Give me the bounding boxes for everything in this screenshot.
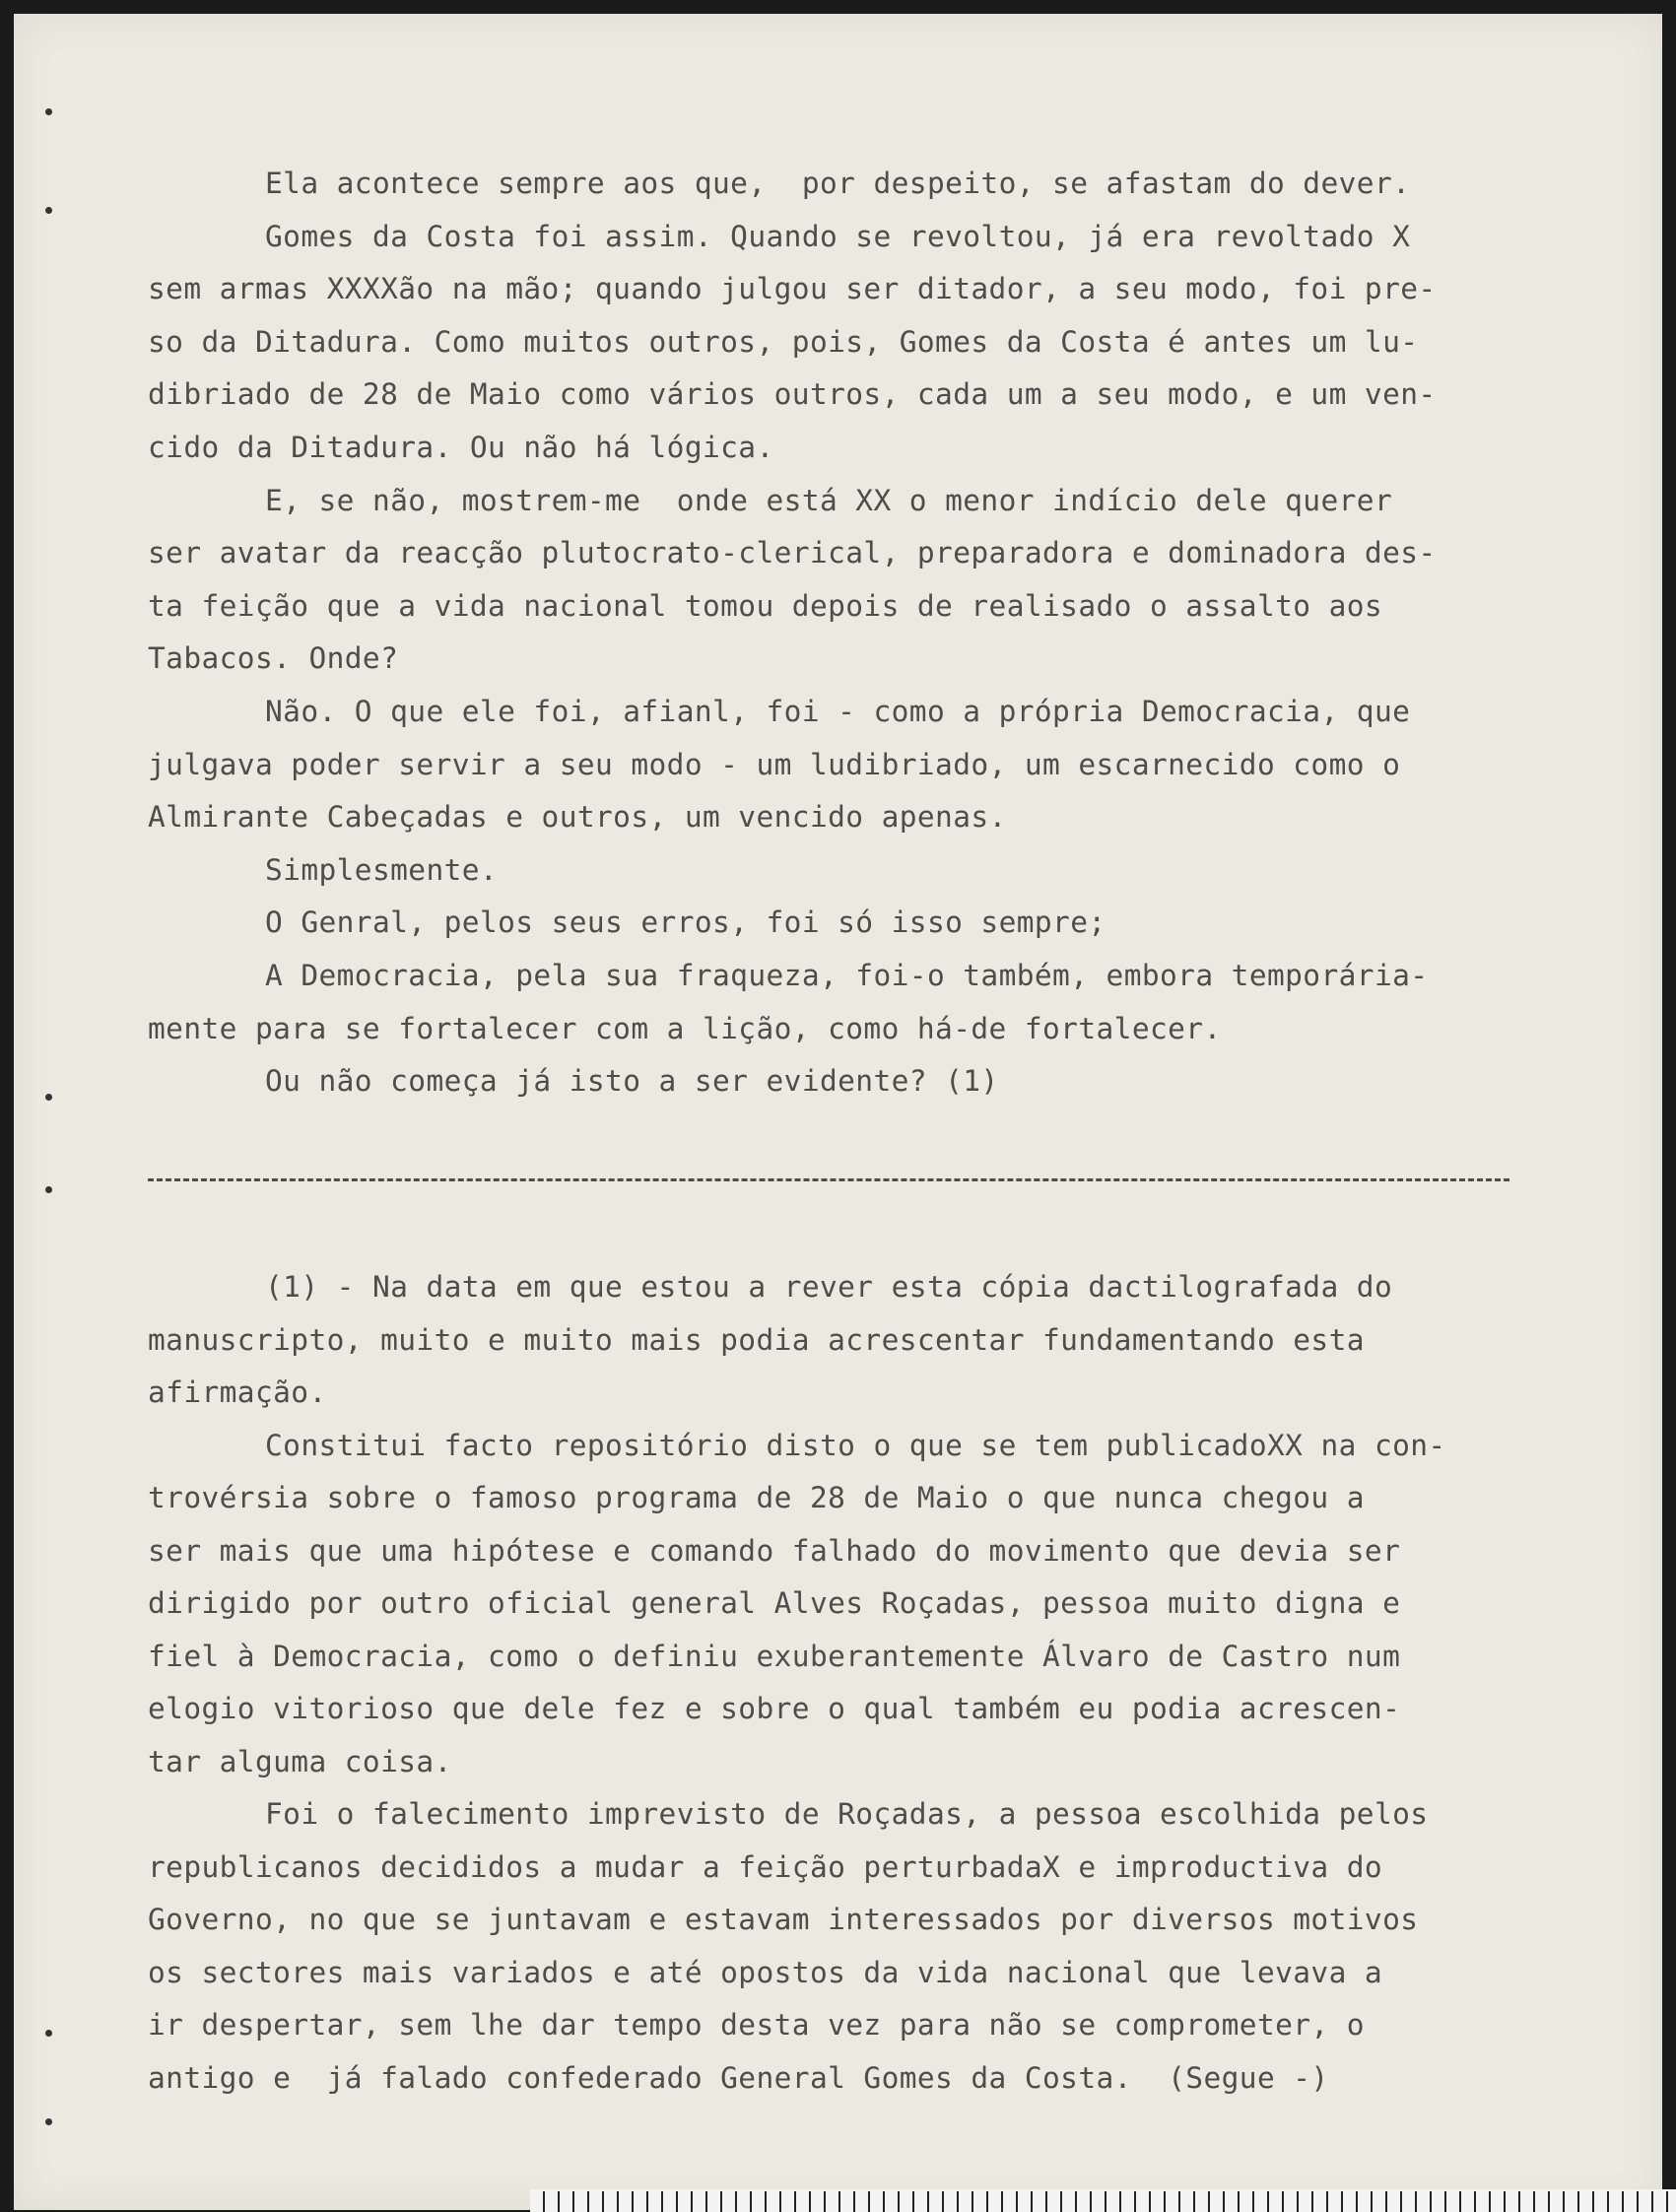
text-line: mente para se fortalecer com a lição, como há-de fortalecer.: [148, 1011, 1222, 1045]
text-line: (1) - Na data em que estou a rever esta cópia dactilografada do: [265, 1270, 1393, 1304]
text-line: A Democracia, pela sua fraqueza, foi-o também, embora temporária-: [265, 958, 1429, 992]
text-line: so da Ditadura. Como muitos outros, pois, Gomes da Costa é antes um lu-: [148, 324, 1419, 359]
text-line: ser avatar da reacção plutocrato-clerical, preparadora e dominadora des-: [148, 536, 1437, 570]
text-line: Governo, no que se juntavam e estavam interessados por diversos motivos: [148, 1903, 1419, 1936]
text-line: sem armas XXXXão na mão; quando julgou ser ditador, a seu modo, foi pre-: [148, 272, 1437, 306]
text-line: E, se não, mostrem-me onde está XX o menor indício dele querer: [265, 483, 1393, 517]
text-line: manuscripto, muito e muito mais podia acrescentar fundamentando esta: [148, 1322, 1365, 1357]
text-line: Foi o falecimento imprevisto de Roçadas, a pessoa escolhida pelos: [265, 1797, 1429, 1831]
text-line: elogio vitorioso que dele fez e sobre o qual também eu podia acrescen-: [148, 1692, 1401, 1725]
text-line: dibriado de 28 de Maio como vários outros, cada um a seu modo, e um ven-: [148, 377, 1437, 412]
text-line: antigo e já falado confederado General Gomes da Costa. (Segue -): [148, 2060, 1329, 2095]
text-line: republicanos decididos a mudar a feição perturbadaX e improductiva do: [148, 1849, 1383, 1884]
punch-hole-mark: [45, 2118, 52, 2125]
text-line: O Genral, pelos seus erros, foi só isso sempre;: [265, 905, 1106, 940]
punch-hole-mark: [45, 2030, 52, 2037]
text-line: Constitui facto repositório disto o que se tem publicadoXX na con-: [265, 1428, 1446, 1462]
text-line: tar alguma coisa.: [148, 1744, 452, 1778]
punch-hole-mark: [45, 207, 52, 214]
text-line: fiel à Democracia, como o definiu exuberantemente Álvaro de Castro num: [148, 1639, 1401, 1673]
punch-hole-mark: [45, 1094, 52, 1101]
text-line: cido da Ditadura. Ou não há lógica.: [148, 430, 774, 464]
text-line: Gomes da Costa foi assim. Quando se revoltou, já era revoltado X: [265, 219, 1411, 253]
text-line: os sectores mais variados e até opostos da vida nacional que levava a: [148, 1955, 1383, 1989]
text-line: julgava poder servir a seu modo - um ludibriado, um escarnecido como o: [148, 747, 1401, 781]
text-line: afirmação.: [148, 1375, 327, 1409]
text-line: Simplesmente.: [265, 852, 499, 887]
footnote-text: [148, 1261, 1547, 2105]
text-line: Almirante Cabeçadas e outros, um vencido apenas.: [148, 800, 1007, 835]
text-line: dirigido por outro oficial general Alves Roçadas, pessoa muito digna e: [148, 1586, 1401, 1620]
dashed-separator: [148, 1178, 1509, 1181]
text-line: trovérsia sobre o famoso programa de 28 de Maio o que nunca chegou a: [148, 1481, 1365, 1514]
text-line: Ou não começa já isto a ser evidente? (1): [265, 1064, 999, 1099]
text-line: ta feição que a vida nacional tomou depois de realisado o assalto aos: [148, 588, 1383, 623]
text-line: Ela acontece sempre aos que, por despeito, se afastam do dever.: [265, 167, 1411, 200]
punch-hole-mark: [45, 1186, 52, 1193]
text-line: ir despertar, sem lhe dar tempo desta vez para não se comprometer, o: [148, 2008, 1365, 2042]
body-text: [148, 158, 1547, 1108]
punch-hole-mark: [45, 108, 52, 115]
text-line: Tabacos. Onde?: [148, 641, 399, 676]
text-line: Não. O que ele foi, afianl, foi - como a própria Democracia, que: [265, 694, 1411, 728]
scale-ruler: [530, 2189, 1676, 2212]
text-line: ser mais que uma hipótese e comando falhado do movimento que devia ser: [148, 1533, 1401, 1568]
